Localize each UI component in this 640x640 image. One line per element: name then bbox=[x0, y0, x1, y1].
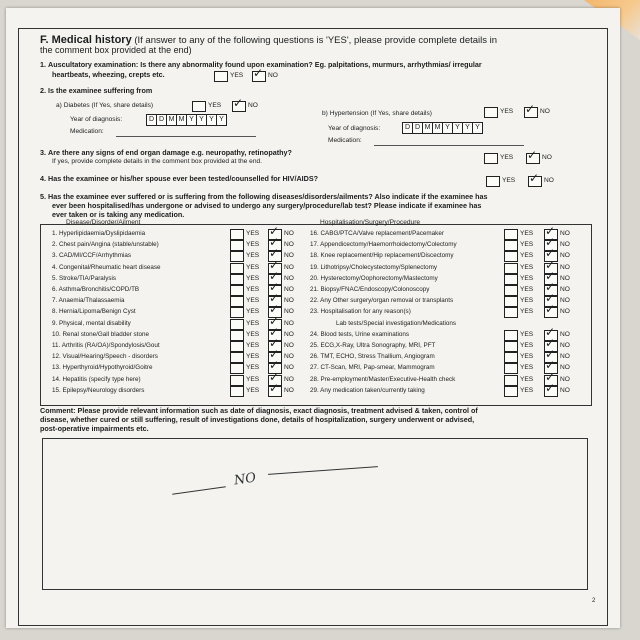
q4-no-checkbox[interactable] bbox=[528, 176, 542, 187]
table-right-no-label: NO bbox=[560, 375, 570, 383]
table-right-yes-label: YES bbox=[520, 274, 534, 282]
table-right-no-checkbox[interactable] bbox=[544, 386, 558, 397]
table-left-yes-checkbox[interactable] bbox=[230, 296, 244, 307]
q2b-no-checkbox[interactable] bbox=[524, 107, 538, 118]
q1-no-label: NO bbox=[268, 72, 278, 79]
q2a-date-field[interactable]: D D M M Y Y Y Y bbox=[146, 114, 227, 126]
table-right-yes-checkbox[interactable] bbox=[504, 352, 518, 363]
table-right-yes-checkbox[interactable] bbox=[504, 251, 518, 262]
table-left-no-label: NO bbox=[284, 375, 294, 383]
table-right-row-label: 17. Appendicectomy/Haemorrhoidectomy/Colectomy bbox=[310, 241, 457, 249]
table-right-yes-label: YES bbox=[520, 375, 534, 383]
q3-no-label: NO bbox=[542, 154, 552, 161]
table-right-yes-label: YES bbox=[520, 342, 534, 349]
table-left-row-label: 4. Congenital/Rheumatic heart disease bbox=[52, 263, 161, 271]
handwritten-answer: NO bbox=[233, 470, 257, 489]
table-left-yes-checkbox[interactable] bbox=[230, 352, 244, 363]
table-left-no-label: NO bbox=[284, 319, 294, 327]
table-right-yes-checkbox[interactable] bbox=[504, 229, 518, 240]
q2a-label: a) Diabetes (If Yes, share details) bbox=[56, 102, 154, 109]
table-left-yes-label: YES bbox=[246, 364, 260, 372]
q2b-medication-label: Medication: bbox=[328, 137, 362, 144]
table-left-no-label: NO bbox=[284, 342, 294, 349]
table-right-yes-label: YES bbox=[520, 364, 534, 372]
table-right-yes-checkbox[interactable] bbox=[504, 263, 518, 274]
q3-yes-checkbox[interactable] bbox=[484, 153, 498, 164]
table-left-yes-checkbox[interactable] bbox=[230, 229, 244, 240]
table-right-row-label: 22. Any Other surgery/organ removal or transplants bbox=[310, 297, 454, 305]
page-number: 2 bbox=[592, 598, 596, 604]
table-right-no-label: NO bbox=[560, 252, 570, 260]
q4-no-label: NO bbox=[544, 177, 554, 184]
q2b-year-label: Year of diagnosis: bbox=[328, 125, 381, 132]
table-right-yes-label: YES bbox=[520, 353, 534, 361]
table-left-no-label: NO bbox=[284, 263, 294, 271]
table-left-yes-label: YES bbox=[246, 241, 260, 249]
table-left-yes-label: YES bbox=[246, 308, 260, 316]
table-left-row-label: 3. CAD/MI/CCF/Arrhythmias bbox=[52, 252, 132, 260]
table-left-yes-checkbox[interactable] bbox=[230, 251, 244, 262]
table-left-no-label: NO bbox=[284, 364, 294, 372]
q2b-medication-line[interactable] bbox=[374, 145, 524, 146]
table-left-row-label: 6. Asthma/Bronchitis/COPD/TB bbox=[52, 286, 140, 293]
table-left-no-label: NO bbox=[284, 286, 294, 293]
table-left-no-label: NO bbox=[284, 308, 294, 316]
table-right-yes-label: YES bbox=[520, 386, 534, 394]
table-right-row-label: 19. Lithotripsy/Cholecystectomy/Splenectomy bbox=[310, 263, 438, 271]
q4-text: 4. Has the examinee or his/her spouse ever been tested/counselled for HIV/AIDS? bbox=[40, 174, 319, 183]
table-left-yes-label: YES bbox=[246, 353, 260, 361]
table-left-yes-checkbox[interactable] bbox=[230, 386, 244, 397]
q1-no-checkbox[interactable] bbox=[252, 71, 266, 82]
q2a-yes-checkbox[interactable] bbox=[192, 101, 206, 112]
table-left-no-label: NO bbox=[284, 386, 294, 394]
table-right-yes-checkbox[interactable] bbox=[504, 386, 518, 397]
q1-text: 1. Auscultatory examination: Is there any abnormality found upon examination? Eg. palpitations, murmurs, arrhythmias/ irregular bbox=[40, 60, 482, 69]
table-left-row-label: 9. Physical, mental disability bbox=[52, 319, 131, 327]
q1-text-b: heartbeats, wheezing, crepts etc. bbox=[52, 70, 165, 79]
table-right-yes-label: YES bbox=[520, 286, 534, 293]
table-right-yes-checkbox[interactable] bbox=[504, 285, 518, 296]
table-left-yes-checkbox[interactable] bbox=[230, 240, 244, 251]
table-right-yes-checkbox[interactable] bbox=[504, 307, 518, 318]
table-left-yes-label: YES bbox=[246, 297, 260, 305]
table-left-yes-label: YES bbox=[246, 274, 260, 282]
table-right-yes-checkbox[interactable] bbox=[504, 363, 518, 374]
comment-box[interactable] bbox=[42, 438, 588, 590]
table-left-yes-checkbox[interactable] bbox=[230, 285, 244, 296]
q2a-medication-label: Medication: bbox=[70, 128, 104, 135]
table-left-yes-checkbox[interactable] bbox=[230, 274, 244, 285]
q5-text-b: ever been hospitalised/has undergone or advised to undergo any surgery/procedure/lab test? Please indicate if examinee has bbox=[52, 201, 482, 210]
table-right-no-label: NO bbox=[560, 263, 570, 271]
q2a-no-checkbox[interactable] bbox=[232, 101, 246, 112]
table-left-yes-label: YES bbox=[246, 252, 260, 260]
table-right-row-label: 26. TMT, ECHO, Stress Thallium, Angiogram bbox=[310, 353, 435, 361]
table-left-no-label: NO bbox=[284, 297, 294, 305]
table-left-yes-label: YES bbox=[246, 263, 260, 271]
q2-text: 2. Is the examinee suffering from bbox=[40, 86, 153, 95]
table-left-row-label: 5. Stroke/TIA/Paralysis bbox=[52, 274, 117, 282]
comment-label: Comment: bbox=[40, 406, 76, 415]
q3-text-b: If yes, provide complete details in the comment box provided at the end. bbox=[52, 158, 263, 165]
table-left-no-label: NO bbox=[284, 252, 294, 260]
table-left-yes-checkbox[interactable] bbox=[230, 375, 244, 386]
comment-text-b: disease, whether cured or still suffering, result of investigations done, details of hospitalization, surgery underwent or advised, bbox=[40, 415, 475, 424]
table-right-row-label: 20. Hysterectomy/Oophorectomy/Mastectomy bbox=[310, 274, 438, 282]
table-right-no-label: NO bbox=[560, 330, 570, 338]
table-left-row-label: 1. Hyperlipidaemia/Dyslipidaemia bbox=[52, 230, 146, 237]
q2a-year-label: Year of diagnosis: bbox=[70, 116, 123, 123]
table-right-row-label: 23. Hospitalisation for any reason(s) bbox=[310, 308, 411, 316]
form-sheet bbox=[6, 8, 620, 628]
section-title-rest: (If answer to any of the following questions is 'YES', please provide complete details in bbox=[134, 35, 498, 46]
table-right-yes-label: YES bbox=[520, 252, 534, 260]
q2a-medication-line[interactable] bbox=[116, 136, 256, 137]
table-right-no-label: NO bbox=[560, 386, 570, 394]
table-left-row-label: 11. Arthritis (RA/OA)/Spondylosis/Gout bbox=[52, 342, 160, 349]
table-left-yes-label: YES bbox=[246, 386, 260, 394]
table-right-row-label: 28. Pre-employment/Master/Executive-Health check bbox=[310, 375, 456, 383]
table-right-no-label: NO bbox=[560, 308, 570, 316]
table-right-no-label: NO bbox=[560, 286, 570, 293]
table-right-yes-checkbox[interactable] bbox=[504, 240, 518, 251]
table-left-row-label: 13. Hyperthyroid/Hypothyroid/Goitre bbox=[52, 364, 153, 372]
q3-yes-label: YES bbox=[500, 154, 514, 161]
table-right-no-label: NO bbox=[560, 241, 570, 249]
table-left-yes-checkbox[interactable] bbox=[230, 341, 244, 352]
table-left-yes-label: YES bbox=[246, 319, 260, 327]
q2a-no-label: NO bbox=[248, 102, 258, 109]
q3-no-checkbox[interactable] bbox=[526, 153, 540, 164]
table-right-no-label: NO bbox=[560, 364, 570, 372]
table-right-row-label: 16. CABG/PTCA/Valve replacement/Pacemaker bbox=[310, 230, 444, 237]
table-right-subheader: Lab tests/Special investigation/Medications bbox=[336, 319, 457, 327]
table-right-yes-label: YES bbox=[520, 297, 534, 305]
table-right-yes-label: YES bbox=[520, 330, 534, 338]
q3-text: 3. Are there any signs of end organ damage e.g. neuropathy, retinopathy? bbox=[40, 148, 292, 157]
q2b-label: b) Hypertension (If Yes, share details) bbox=[322, 110, 432, 117]
table-right-yes-label: YES bbox=[520, 230, 534, 237]
table-right-row-label: 25. ECG,X-Ray, Ultra Sonography, MRI, PFT bbox=[310, 342, 436, 349]
section-title-prefix: F. Medical history bbox=[40, 34, 132, 46]
table-left-row-label: 2. Chest pain/Angina (stable/unstable) bbox=[52, 241, 159, 249]
table-right-no-label: NO bbox=[560, 342, 570, 349]
table-left-row-label: 8. Hernia/Lipoma/Benign Cyst bbox=[52, 308, 136, 316]
q2a-yes-label: YES bbox=[208, 102, 222, 109]
table-right-row-label: 27. CT-Scan, MRI, Pap-smear, Mammogram bbox=[310, 364, 435, 372]
table-left-row-label: 12. Visual/Hearing/Speech - disorders bbox=[52, 353, 158, 361]
table-left-row-label: 14. Hepatitis (specify type here) bbox=[52, 375, 141, 383]
table-left-yes-label: YES bbox=[246, 342, 260, 349]
table-left-row-label: 10. Renal stone/Gall bladder stone bbox=[52, 330, 149, 338]
comment-text-c: post-operative impairments etc. bbox=[40, 424, 149, 433]
q2b-no-label: NO bbox=[540, 108, 550, 115]
table-left-no-checkbox[interactable] bbox=[268, 386, 282, 397]
table-right-yes-label: YES bbox=[520, 308, 534, 316]
table-right-yes-label: YES bbox=[520, 263, 534, 271]
table-right-no-label: NO bbox=[560, 274, 570, 282]
table-right-row-label: 24. Blood tests, Urine examinations bbox=[310, 330, 410, 338]
table-left-no-label: NO bbox=[284, 330, 294, 338]
q5-text: 5. Has the examinee ever suffered or is suffering from the following diseases/disorders/ailments? Also indicate if the examinee has bbox=[40, 192, 488, 201]
table-left-yes-label: YES bbox=[246, 230, 260, 237]
table-right-row-label: 21. Biopsy/FNAC/Endoscopy/Colonoscopy bbox=[310, 286, 430, 293]
q5-text-c: ever taken or is taking any medication. bbox=[52, 210, 185, 219]
table-right-yes-checkbox[interactable] bbox=[504, 341, 518, 352]
table-left-yes-checkbox[interactable] bbox=[230, 307, 244, 318]
q2b-yes-checkbox[interactable] bbox=[484, 107, 498, 118]
table-right-no-label: NO bbox=[560, 230, 570, 237]
table-head-right: Hospitalisation/Surgery/Procedure bbox=[320, 219, 421, 226]
table-right-no-label: NO bbox=[560, 353, 570, 361]
table-left-yes-checkbox[interactable] bbox=[230, 363, 244, 374]
table-left-no-label: NO bbox=[284, 274, 294, 282]
table-right-yes-checkbox[interactable] bbox=[504, 296, 518, 307]
table-left-yes-checkbox[interactable] bbox=[230, 263, 244, 274]
table-right-yes-label: YES bbox=[520, 241, 534, 249]
table-right-yes-checkbox[interactable] bbox=[504, 375, 518, 386]
q4-yes-label: YES bbox=[502, 177, 516, 184]
table-left-no-label: NO bbox=[284, 241, 294, 249]
table-left-no-label: NO bbox=[284, 230, 294, 237]
q4-yes-checkbox[interactable] bbox=[486, 176, 500, 187]
table-left-no-label: NO bbox=[284, 353, 294, 361]
table-right-yes-checkbox[interactable] bbox=[504, 274, 518, 285]
table-right-yes-checkbox[interactable] bbox=[504, 330, 518, 341]
q2b-date-field[interactable]: D D M M Y Y Y Y bbox=[402, 122, 483, 134]
table-left-row-label: 15. Epilepsy/Neurology disorders bbox=[52, 386, 145, 394]
section-title-line2: the comment box provided at the end) bbox=[40, 45, 192, 55]
table-left-row-label: 7. Anaemia/Thalassaemia bbox=[52, 297, 125, 305]
table-right-row-label: 29. Any medication taken/currently taking bbox=[310, 386, 425, 394]
table-left-yes-checkbox[interactable] bbox=[230, 319, 244, 330]
table-left-yes-label: YES bbox=[246, 375, 260, 383]
table-right-row-label: 18. Knee replacement/Hip replacement/Discectomy bbox=[310, 252, 454, 260]
table-left-yes-checkbox[interactable] bbox=[230, 330, 244, 341]
table-left-yes-label: YES bbox=[246, 286, 260, 293]
table-right-no-label: NO bbox=[560, 297, 570, 305]
table-left-yes-label: YES bbox=[246, 330, 260, 338]
q2b-yes-label: YES bbox=[500, 108, 514, 115]
q1-yes-label: YES bbox=[230, 72, 244, 79]
comment-text: Comment: Please provide relevant information such as date of diagnosis, exact diagnosis, treatment advised & taken, control of bbox=[40, 406, 478, 415]
table-right-no-checkbox[interactable] bbox=[544, 307, 558, 318]
table-head-left: Disease/Disorder/Ailment bbox=[66, 219, 141, 226]
q1-yes-checkbox[interactable] bbox=[214, 71, 228, 82]
